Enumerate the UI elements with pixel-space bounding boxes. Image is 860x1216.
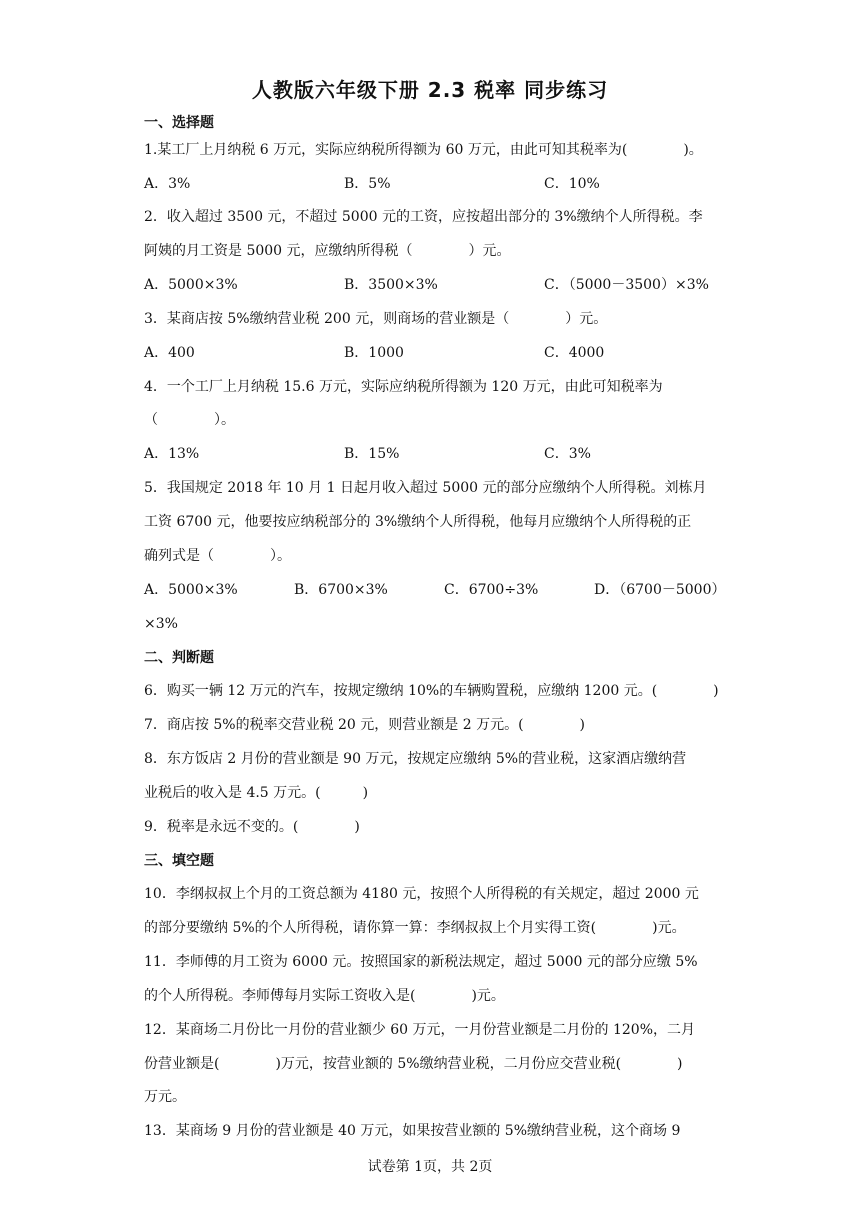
q5-option-b: B．6700×3% [294, 582, 388, 598]
q3-option-a: A．400 [144, 345, 195, 361]
section-heading-choice: 一、选择题 [144, 115, 214, 131]
q4-option-c: C．3% [544, 446, 591, 462]
question-12-line-2: 份营业额是( )万元，按营业额的 5%缴纳营业税，二月份应交营业税( ) [144, 1056, 683, 1072]
q5-option-c: C．6700÷3% [444, 582, 539, 598]
q1-option-b: B．5% [344, 176, 391, 192]
question-9: 9．税率是永远不变的。( ) [144, 819, 360, 835]
question-10-line-2: 的部分要缴纳 5%的个人所得税，请你算一算：李纲叔叔上个月实得工资( )元。 [144, 920, 686, 936]
question-12-line-3: 万元。 [144, 1089, 186, 1105]
q3-option-c: C．4000 [544, 345, 605, 361]
question-2-line-2: 阿姨的月工资是 5000 元，应缴纳所得税（ ）元。 [144, 243, 511, 259]
q3-option-b: B．1000 [344, 345, 404, 361]
question-2-line-1: 2．收入超过 3500 元，不超过 5000 元的工资，应按超出部分的 3%缴纳个人所得税。李 [144, 209, 703, 225]
section-heading-fill-in: 三、填空题 [144, 853, 214, 869]
q4-option-a: A．13% [144, 446, 200, 462]
q1-option-a: A．3% [144, 176, 191, 192]
question-7: 7．商店按 5%的税率交营业税 20 元，则营业额是 2 万元。( ) [144, 717, 586, 733]
question-12-line-1: 12．某商场二月份比一月份的营业额少 60 万元，一月份营业额是二月份的 120%，二月 [144, 1022, 696, 1038]
q1-option-c: C．10% [544, 176, 600, 192]
q4-option-b: B．15% [344, 446, 400, 462]
question-5-line-2: 工资 6700 元，他要按应纳税部分的 3%缴纳个人所得税，他每月应缴纳个人所得税的正 [144, 514, 692, 530]
question-1: 1.某工厂上月纳税 6 万元，实际应纳税所得额为 60 万元，由此可知其税率为( )。 [144, 142, 703, 158]
question-13-line-1: 13．某商场 9 月份的营业额是 40 万元，如果按营业额的 5%缴纳营业税，这个商场 9 [144, 1123, 681, 1139]
question-3: 3．某商店按 5%缴纳营业税 200 元，则商场的营业额是（ ）元。 [144, 311, 608, 327]
question-10-line-1: 10．李纲叔叔上个月的工资总额为 4180 元，按照个人所得税的有关规定，超过 2000 元 [144, 886, 699, 902]
q5-option-a: A．5000×3% [144, 582, 238, 598]
q2-option-a: A．5000×3% [144, 277, 238, 293]
question-11-line-1: 11．李师傅的月工资为 6000 元。按照国家的新税法规定，超过 5000 元的部分应缴 5% [144, 954, 698, 970]
question-4-line-1: 4．一个工厂上月纳税 15.6 万元，实际应纳税所得额为 120 万元，由此可知税率为 [144, 379, 663, 395]
question-6: 6．购买一辆 12 万元的汽车，按规定缴纳 10%的车辆购置税，应缴纳 1200 元。( ) [144, 683, 719, 699]
q2-option-b: B．3500×3% [344, 277, 438, 293]
question-11-line-2: 的个人所得税。李师傅每月实际工资收入是( )元。 [144, 988, 505, 1004]
question-5-line-1: 5．我国规定 2018 年 10 月 1 日起月收入超过 5000 元的部分应缴纳个人所得税。刘栋月 [144, 480, 707, 496]
question-8-line-1: 8．东方饭店 2 月份的营业额是 90 万元，按规定应缴纳 5%的营业税，这家酒店缴纳营 [144, 751, 687, 767]
question-5-line-3: 确列式是（ ）。 [144, 548, 291, 564]
section-heading-judgement: 二、判断题 [144, 650, 214, 666]
question-4-line-2: （ ）。 [144, 412, 235, 428]
page-title: 人教版六年级下册 2.3 税率 同步练习 [251, 78, 609, 102]
q5-option-d: D．（6700－5000） [594, 582, 726, 598]
question-8-line-2: 业税后的收入是 4.5 万元。( ) [144, 785, 369, 801]
q2-option-c: C．（5000－3500）×3% [544, 277, 709, 293]
page-footer: 试卷第 1页，共 2页 [367, 1159, 493, 1175]
q5-option-d-continued: ×3% [144, 616, 178, 632]
